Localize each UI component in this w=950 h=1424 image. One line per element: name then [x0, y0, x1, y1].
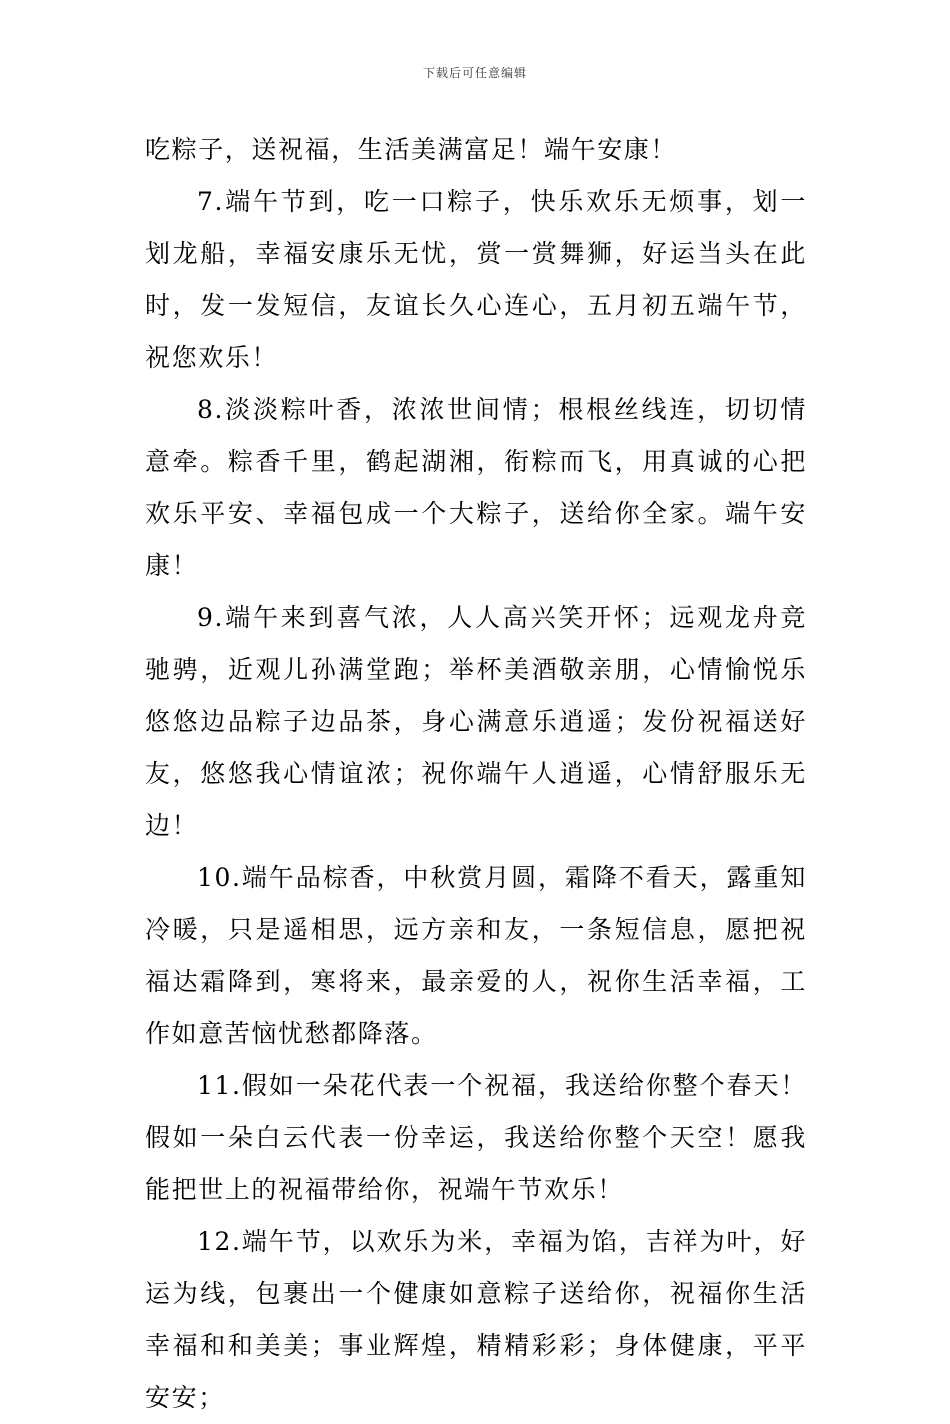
- document-body: [145, 124, 807, 1424]
- paragraph: 11.假如一朵花代表一个祝福，我送给你整个春天！假如一朵白云代表一份幸运，我送给你整个天空！愿我能把世上的祝福带给你，祝端午节欢乐！: [145, 1071, 807, 1204]
- paragraph: 7.端午节到，吃一口粽子，快乐欢乐无烦事，划一划龙船，幸福安康乐无忧，赏一赏舞狮，好运当头在此时，发一发短信，友谊长久心连心，五月初五端午节，祝您欢乐！: [145, 187, 807, 372]
- paragraph: 吃粽子，送祝福，生活美满富足！端午安康！: [145, 135, 678, 164]
- paragraph: 12.端午节，以欢乐为米，幸福为馅，吉祥为叶，好运为线，包裹出一个健康如意粽子送给你，祝福你生活幸福和和美美；事业辉煌，精精彩彩；身体健康，平平安安；: [145, 1227, 807, 1412]
- paragraph: 9.端午来到喜气浓，人人高兴笑开怀；远观龙舟竞驰骋，近观儿孙满堂跑；举杯美酒敬亲朋，心情愉悦乐悠悠边品粽子边品茶，身心满意乐逍遥；发份祝福送好友，悠悠我心情谊浓；祝你端午人逍遥，心情舒服乐无边！: [145, 603, 807, 840]
- paragraph: 8.淡淡粽叶香，浓浓世间情；根根丝线连，切切情意牵。粽香千里，鹤起湖湘，衔粽而飞，用真诚的心把欢乐平安、幸福包成一个大粽子，送给你全家。端午安康！: [145, 395, 807, 580]
- paragraph: 10.端午品棕香，中秋赏月圆，霜降不看天，露重知冷暖，只是遥相思，远方亲和友，一条短信息，愿把祝福达霜降到，寒将来，最亲爱的人，祝你生活幸福，工作如意苦恼忧愁都降落。: [145, 863, 807, 1048]
- page-header-note: 下载后可任意编辑: [422, 66, 527, 80]
